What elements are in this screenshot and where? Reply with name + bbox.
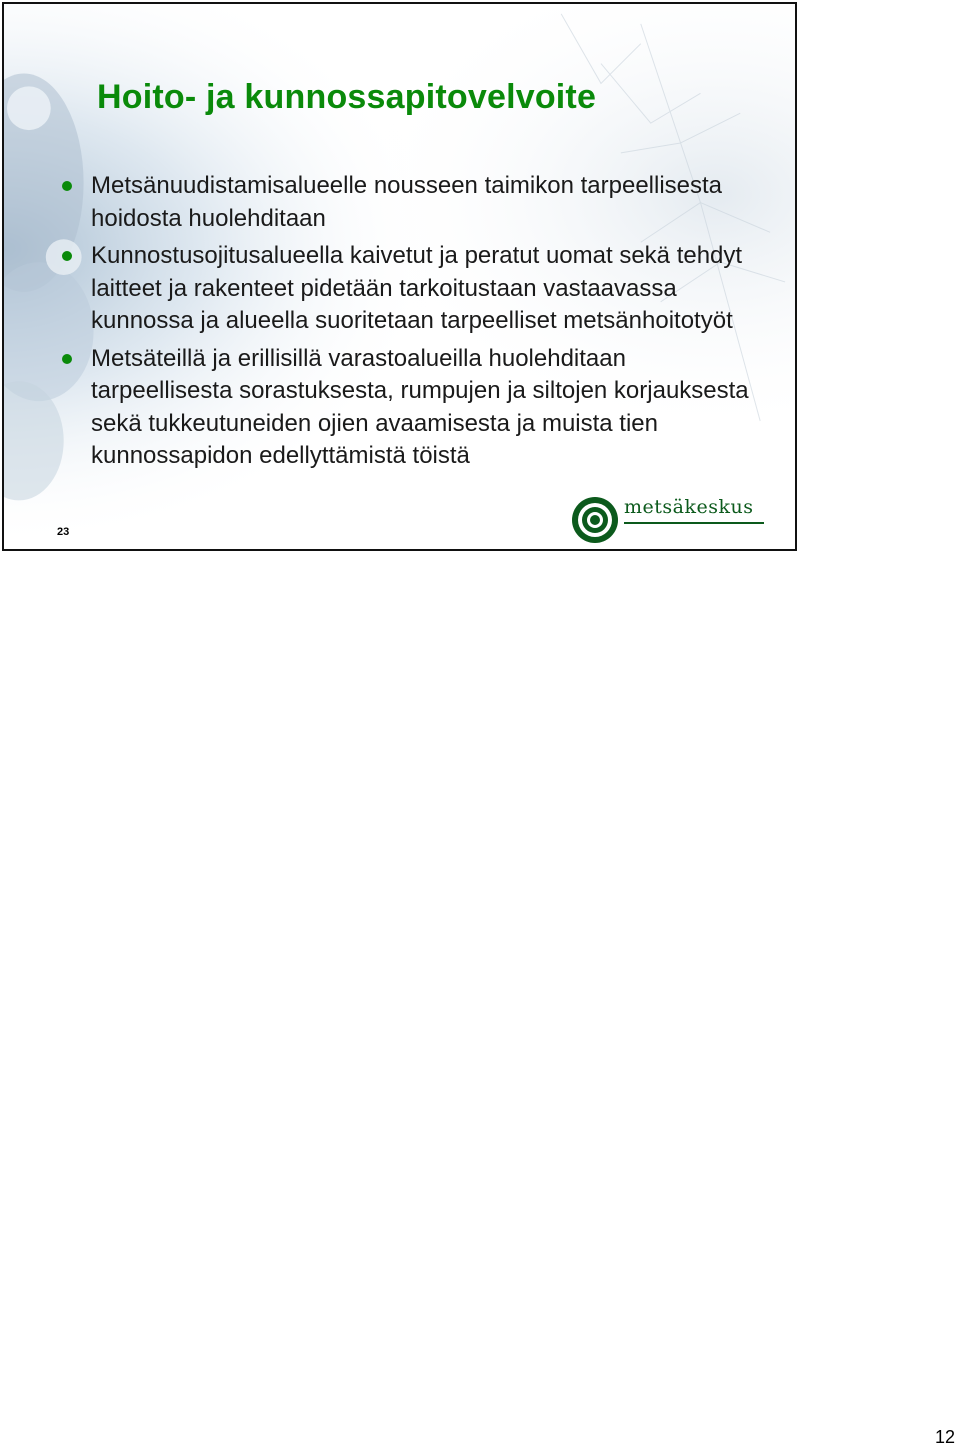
slide-title: Hoito- ja kunnossapitovelvoite	[97, 78, 597, 116]
slide-number: 23	[57, 526, 70, 538]
target-logo-icon	[571, 496, 619, 544]
bullet-dot-icon	[62, 181, 72, 191]
bullet-text: Metsäteillä ja erillisillä varastoalueilla huolehditaan tarpeellisesta sorastuksesta, rumpujen ja siltojen korjauksesta sekä tukkeutuneiden ojien avaamisesta ja muista tien kunnossapidon edellyttämistä töistä	[91, 344, 749, 469]
bullet-dot-icon	[62, 354, 72, 364]
bullet-dot-icon	[62, 251, 72, 261]
bullet-text: Kunnostusojitusalueella kaivetut ja peratut uomat sekä tehdyt laitteet ja rakenteet pidetään tarkoitustaan vastaavassa kunnossa ja alueella suoritetaan tarpeelliset metsänhoitotyöt	[91, 242, 743, 334]
page-number: 12	[934, 1427, 955, 1447]
bullet-item	[62, 240, 762, 338]
metsakeskus-logo	[569, 494, 769, 546]
slide	[2, 2, 797, 551]
bullet-list	[62, 170, 762, 478]
logo-text: metsäkeskus	[624, 496, 754, 518]
bullet-text: Metsänuudistamisalueelle nousseen taimikon tarpeellisesta hoidosta huolehditaan	[91, 172, 723, 232]
bullet-item	[62, 343, 762, 473]
bullet-item	[62, 170, 762, 235]
logo-underline	[624, 522, 764, 524]
